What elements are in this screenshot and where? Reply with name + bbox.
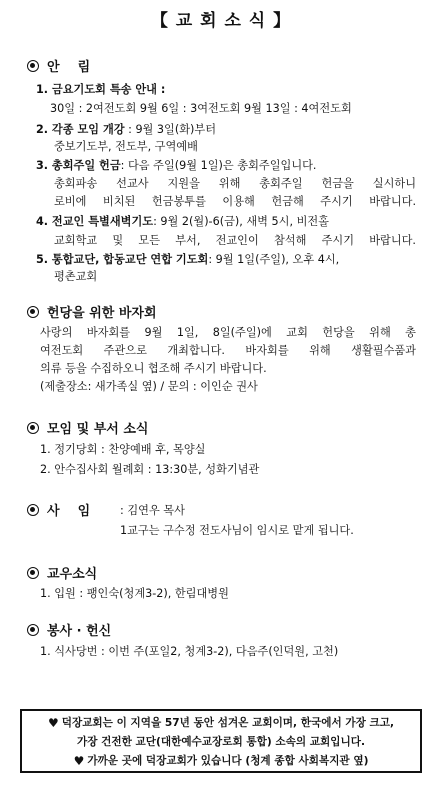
- heart-icon: ♥: [47, 716, 59, 730]
- staff-heading-label: 사 임: [47, 504, 91, 519]
- bullet-icon: [27, 60, 39, 72]
- meeting-item-1: 1. 정기당회 : 찬양예배 후, 목양실: [40, 443, 206, 456]
- footer-line-3: [22, 752, 420, 771]
- bazaar-line-4: (제출장소: 새가족실 옆) / 문의 : 이인순 권사: [40, 380, 258, 393]
- announcement-2-rest: : 9월 3일(화)부터: [124, 123, 217, 136]
- announcement-3-title: 3. 총회주일 헌금: [36, 159, 121, 172]
- footer-line-2: 가장 건전한 교단(대한예수교장로회 통합) 소속의 교회입니다.: [77, 736, 365, 748]
- announcement-5-line: 평촌교회: [54, 270, 98, 283]
- announcement-3: [36, 157, 317, 173]
- members-heading-label: 교우소식: [47, 567, 98, 582]
- announcement-2-title: 2. 각종 모임 개강: [36, 123, 125, 136]
- service-heading: [27, 620, 111, 639]
- meetings-heading-label: 모임 및 부서 소식: [47, 422, 149, 437]
- announcement-4: [36, 213, 329, 229]
- staff-line-1: : 김연우 목사: [120, 504, 185, 517]
- bullet-icon: [27, 624, 39, 636]
- members-item-1: 1. 입원 : 팽인숙(청계3-2), 한림대병원: [40, 587, 229, 600]
- announcement-5-title: 5. 통합교단, 합동교단 연합 기도회: [36, 253, 209, 266]
- bazaar-line-2: 여전도회 주관으로 개최합니다. 바자회를 위해 생활필수품과: [40, 344, 416, 357]
- service-heading-label: 봉사 · 헌신: [47, 624, 112, 639]
- staff-heading: [27, 500, 90, 519]
- announcement-1-title: 1. 금요기도회 특송 안내 :: [36, 83, 166, 96]
- announcement-5: [36, 251, 339, 267]
- footer-line-3-text: 가까운 곳에 덕장교회가 있습니다 (청계 종합 사회복지관 옆): [87, 755, 369, 767]
- members-heading: [27, 563, 97, 582]
- staff-line-2: 1교구는 구수정 전도사님이 임시로 맡게 됩니다.: [120, 524, 354, 537]
- announcement-3-rest: : 다음 주일(9월 1일)은 총회주일입니다.: [120, 159, 317, 172]
- bullet-icon: [27, 306, 39, 318]
- announcement-4-rest: : 9월 2(월)-6(금), 새벽 5시, 비전홀: [153, 215, 329, 228]
- bullet-icon: [27, 504, 39, 516]
- bullet-icon: [27, 422, 39, 434]
- announcement-2-line: 중보기도부, 전도부, 구역예배: [54, 140, 198, 153]
- announcement-3-line-2: 로비에 비치된 헌금봉투를 이용해 헌금해 주시기 바랍니다.: [54, 195, 416, 208]
- footer-box: [20, 709, 422, 773]
- announcement-1-line: 30일 : 2여전도회 9월 6일 : 3여전도회 9월 13일 : 4여전도회: [50, 102, 352, 115]
- meetings-heading: [27, 418, 148, 437]
- heart-icon: ♥: [73, 754, 85, 768]
- bazaar-heading-label: 헌당을 위한 바자회: [47, 306, 157, 321]
- announcement-4-line: 교회학교 및 모든 부서, 전교인이 참석해 주시기 바랍니다.: [54, 234, 416, 247]
- bazaar-line-1: 사랑의 바자회를 9월 1일, 8일(주일)에 교회 헌당을 위해 총: [40, 326, 416, 339]
- announcement-4-title: 4. 전교인 특별새벽기도: [36, 215, 154, 228]
- announcements-heading: [27, 56, 90, 75]
- announcements-heading-label: 안 림: [47, 60, 91, 75]
- bazaar-heading: [27, 302, 157, 321]
- footer-line-1: [22, 714, 420, 733]
- announcement-5-rest: : 9월 1일(주일), 오후 4시,: [208, 253, 340, 266]
- page-title: 【 교 회 소 식 】: [150, 11, 292, 31]
- footer-line-1-text: 덕장교회는 이 지역을 57년 동안 섬겨온 교회이며, 한국에서 가장 크고,: [61, 717, 395, 729]
- meeting-item-2: 2. 안수집사회 월례회 : 13:30분, 성화기념관: [40, 463, 260, 476]
- bullet-icon: [27, 567, 39, 579]
- bazaar-line-3: 의류 등을 수집하오니 협조해 주시기 바랍니다.: [40, 362, 267, 375]
- service-item-1: 1. 식사당번 : 이번 주(포일2, 청계3-2), 다음주(인덕원, 고천): [40, 645, 339, 658]
- announcement-3-line-1: 총회파송 선교사 지원을 위해 총회주일 헌금을 실시하니: [54, 177, 416, 190]
- announcement-2: [36, 121, 216, 137]
